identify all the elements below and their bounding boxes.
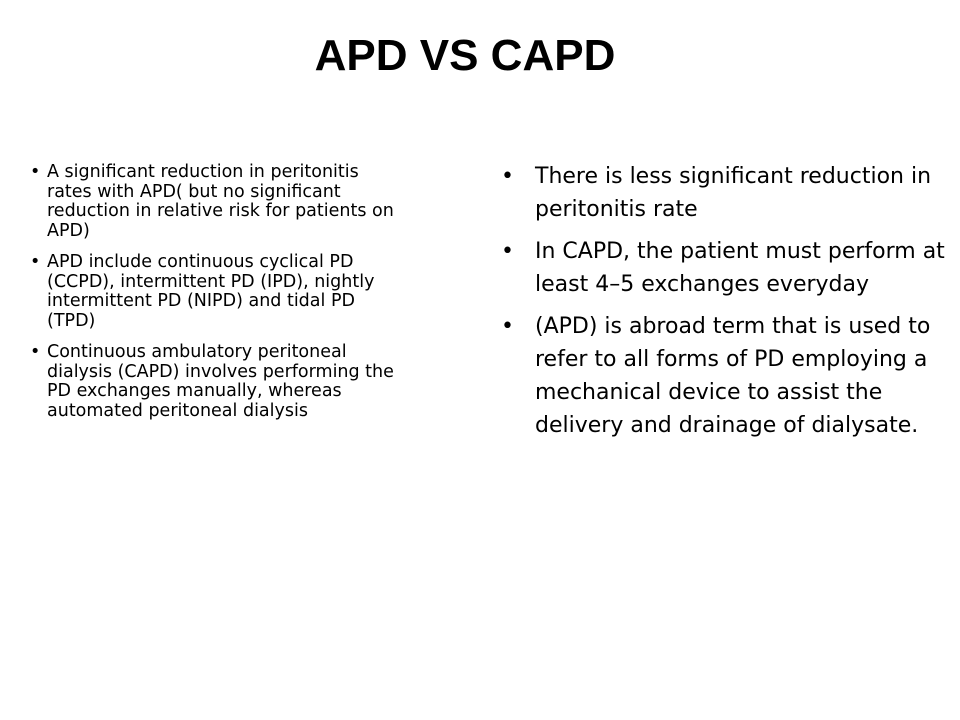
right-bullet-item: • (APD) is abroad term that is used to refer to all forms of PD employing a mechanical device to assist the delivery and drainage of dialysate. [495,310,945,442]
left-bullet-list [30,163,400,433]
right-bullet-item: • In CAPD, the patient must perform at least 4–5 exchanges everyday [495,235,945,301]
right-bullet-item: • There is less significant reduction in peritonitis rate [495,160,945,226]
slide-title: APD VS CAPD [314,31,616,80]
right-bullet-list [495,160,945,451]
left-bullet-item: • A significant reduction in peritonitis rates with APD( but no significant reduction in relative risk for patients on APD) [30,163,400,241]
left-bullet-item: • Continuous ambulatory peritoneal dialysis (CAPD) involves performing the PD exchanges manually, whereas automated peritoneal dialysis [30,343,400,421]
left-bullet-item: • APD include continuous cyclical PD (CCPD), intermittent PD (IPD), nightly intermittent PD (NIPD) and tidal PD (TPD) [30,253,400,331]
